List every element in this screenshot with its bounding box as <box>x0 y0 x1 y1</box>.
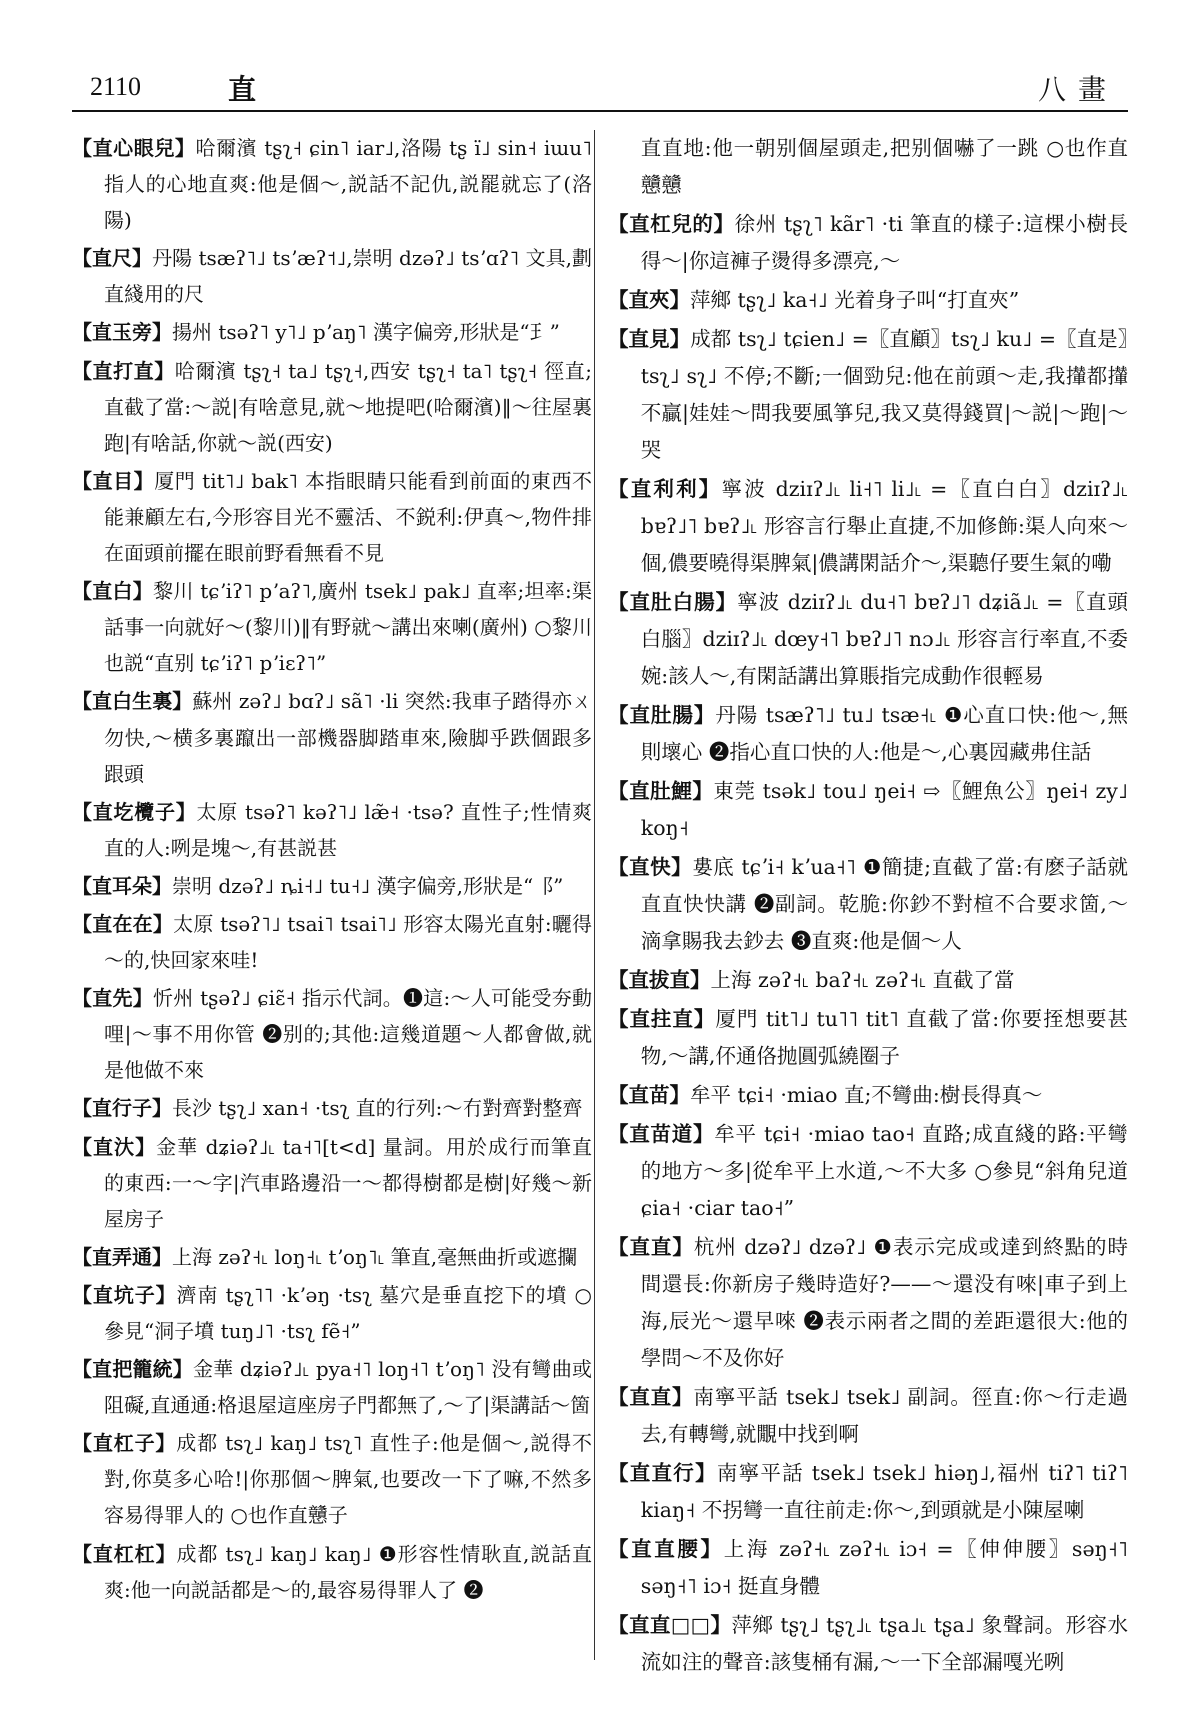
dictionary-entry <box>72 1129 592 1237</box>
entry-definition: 忻州 tʂəʔ˩ ɕiɛ̃˧ 指示代詞。❶這:～人可能受夯動哩|～事不用你管 ❷别的;其他:這幾道題～人都會做,就是他做不來 <box>104 986 592 1083</box>
dictionary-entry <box>608 282 1128 319</box>
entry-definition: 太原 tsəʔ˥˩ tsai˥ tsai˥˩ 形容太陽光直射:曬得～的,快回家來哇! <box>104 911 592 973</box>
entry-definition: 濟南 tʂʅ˥˥ ·kʼəŋ ·tsʅ 墓穴是垂直挖下的墳 ○參見“洞子墳 tuŋ˩˥ ·tsʅ fẽ˧” <box>104 1282 593 1343</box>
entry-headword: 【直圪欖子】 <box>72 799 197 824</box>
entry-headword: 【直耳朵】 <box>72 873 172 898</box>
entry-definition: 直直地:他一朝别個屋頭走,把别個嚇了一跳 ○也作直戇戇 <box>640 136 1128 197</box>
dictionary-entry <box>608 962 1128 999</box>
entry-headword: 【直夾】 <box>608 288 690 312</box>
entry-headword: 【直先】 <box>72 986 153 1011</box>
entry-headword: 【直見】 <box>608 327 691 351</box>
dictionary-entry <box>72 353 592 461</box>
entry-definition: 哈爾濱 tʂʅ˧ ɕin˥ iar˩,洛陽 tʂ ï˩ sin˧ iɯu˥ 指人的心地直爽:他是個～,説話不記仇,説罷就忘了(洛陽) <box>104 136 592 233</box>
dictionary-entry <box>72 1536 592 1608</box>
entry-definition: 金華 dʑiəʔ˩˪ ta˧˥[t<d] 量詞。用於成行而筆直的東西:一～字|汽車路邊沿一～都得樹都是樹|好幾～新屋房子 <box>104 1134 592 1231</box>
entry-headword: 【直拔直】 <box>608 968 711 992</box>
entry-definition: 揚州 tsəʔ˥ y˥˩ pʼaŋ˥ 漢字偏旁,形狀是“⺩” <box>172 320 560 345</box>
entry-definition: 寧波 dziɪʔ˩˪ du˧˥ bɐʔ˩˥ dʑiã˩˪ =〖直頭白腦〗dziɪʔ˩˪ dœy˧˥ bɐʔ˩˥ nɔ˩˪ 形容言行率直,不委婉:該人～,有閑話講出算賬指完成動作很輕易 <box>640 590 1128 688</box>
page-header <box>72 66 1128 112</box>
left-column <box>72 130 592 1610</box>
column-divider <box>594 130 595 1660</box>
dictionary-entry <box>72 130 592 238</box>
entry-definition: 丹陽 tsæʔ˥˩ tu˩ tsæ˧˪ ❶心直口快:他～,無則壞心 ❷指心直口快的人:他是～,心裏囥藏弗住話 <box>640 703 1128 764</box>
entry-headword: 【直杠子】 <box>72 1431 177 1456</box>
entry-definition: 上海 zəʔ˧˪ zəʔ˧˪ iɔ˧ =〖伸伸腰〗səŋ˧˥ səŋ˧˥ iɔ˧ 挺直身體 <box>640 1537 1129 1598</box>
entry-headword: 【直苗道】 <box>608 1122 715 1146</box>
running-head-character: 直 <box>228 73 257 106</box>
entry-headword: 【直直行】 <box>608 1461 717 1485</box>
entry-headword: 【直白】 <box>72 579 154 604</box>
entry-headword: 【直杠杠】 <box>72 1541 177 1566</box>
entry-headword: 【直行子】 <box>72 1096 172 1121</box>
entry-headword: 【直坑子】 <box>72 1282 177 1307</box>
entry-definition: 南寧平話 tsek˩ tsek˩ 副詞。徑直:你～行走過去,有轉彎,就覵中找到啊 <box>640 1385 1128 1446</box>
entry-definition: 厦門 tit˥˩ tu˥˥ tit˥ 直截了當:你要挃想要甚物,～講,伓通佫抛圓弧繞圈子 <box>640 1007 1128 1068</box>
entry-headword: 【直打直】 <box>72 358 175 383</box>
dictionary-entry <box>608 584 1128 695</box>
dictionary-entry <box>72 1090 592 1126</box>
entry-headword: 【直白生裏】 <box>72 689 193 714</box>
dictionary-entry <box>72 240 592 312</box>
entry-headword: 【直目】 <box>72 468 155 493</box>
entry-definition: 金華 dʑiəʔ˩˪ pya˧˥ loŋ˧˥ tʼoŋ˥ 没有彎曲或阻礙,直通通:格退屋這座房子門都無了,～了|渠講話～箇 <box>104 1357 593 1418</box>
entry-definition: 成都 tsʅ˩ tɕien˩ =〖直顧〗tsʅ˩ ku˩ =〖直是〗tsʅ˩ sʅ˩ 不停;不斷;一個勁兒:他在前頭～走,我攆都攆不贏|娃娃～問我要風箏兒,我又莫得錢買|～説|～跑|～哭 <box>640 327 1128 462</box>
dictionary-entry <box>608 1001 1128 1075</box>
dictionary-entry <box>608 1607 1128 1681</box>
entry-definition: 太原 tsəʔ˥ kəʔ˥˩ læ̃˧ ·tsə? 直性子;性情爽直的人:咧是塊～,有甚説甚 <box>104 799 593 860</box>
entry-definition: 上海 zəʔ˧˪ loŋ˧˪ tʼoŋ˥˪ 筆直,毫無曲折或遮攔 <box>172 1244 578 1269</box>
stroke-section-label: 八畫 <box>1037 73 1118 106</box>
entry-definition: 哈爾濱 tʂʅ˧ ta˩ tʂʅ˧,西安 tʂʅ˧ ta˥ tʂʅ˧ 徑直;直截了當:～説|有啥意見,就～地提吧(哈爾濱)‖～往屋裏跑|有啥話,你就～説(西安) <box>104 358 592 455</box>
entry-headword: 【直把籠統】 <box>72 1357 193 1382</box>
dictionary-entry <box>608 1116 1128 1227</box>
entry-definition: 厦門 tit˥˩ bak˥ 本指眼睛只能看到前面的東西不能兼顧左右,今形容目光不靈活、不鋭利:伊真～,物件排在面頭前擺在眼前野看無看不見 <box>104 468 592 566</box>
entry-headword: 【直直】 <box>608 1385 694 1409</box>
dictionary-entry <box>608 773 1128 847</box>
dictionary-entry <box>72 868 592 904</box>
entry-definition: 婁底 tɕʼi˧ kʼua˧˥ ❶簡捷;直截了當:有麽子話就直直快快講 ❷副詞。乾脆:你鈔不對楦不合要求箇,～滴拿賜我去鈔去 ❸直爽:他是個～人 <box>640 855 1128 953</box>
entry-definition: 上海 zəʔ˧˪ baʔ˧˪ zəʔ˧˪ 直截了當 <box>710 968 1015 992</box>
page-number: 2110 <box>90 72 142 101</box>
right-column <box>608 130 1128 1683</box>
entry-definition: 牟平 tɕi˧ ·miao tao˧ 直路;成直綫的路:平彎的地方～多|從牟平上水道,～不大多 ○參見“斜角兒道 ɕia˧ ·ciar tao˧” <box>640 1122 1128 1220</box>
entry-headword: 【直肚鯉】 <box>608 779 714 803</box>
entry-definition: 崇明 dzəʔ˩ ȵi˧˩ tu˧˩ 漢字偏旁,形狀是“⻏” <box>172 873 564 898</box>
dictionary-entry <box>72 683 592 791</box>
dictionary-entry <box>72 1277 592 1349</box>
entry-definition: 萍鄉 tʂʅ˩ ka˧˩ 光着身子叫“打直夾” <box>690 288 1020 312</box>
entry-definition: 南寧平話 tsek˩ tsek˩ hiəŋ˩,福州 tiʔ˥ tiʔ˥ kiaŋ˧ 不拐彎一直往前走:你～,到頭就是小陳屋喇 <box>640 1461 1129 1522</box>
entry-headword: 【直肚白腸】 <box>608 590 738 614</box>
dictionary-entry <box>72 980 592 1088</box>
entry-definition: 黎川 tɕʼiʔ˥ pʼaʔ˥,廣州 tsek˩ pak˩ 直率;坦率:渠話事一向就好～(黎川)‖有野就～講出來喇(廣州) ○黎川也説“直别 tɕʼiʔ˥ pʼiɛʔ˥” <box>104 579 592 676</box>
entry-definition: 寧波 dziɪʔ˩˪ li˧˥ li˩˪ =〖直白白〗dziɪʔ˩˪ bɐʔ˩˥ bɐʔ˩˪ 形容言行舉止直捷,不加修飾:渠人向來～個,儂要曉得渠脾氣|儂講閑話介～,渠聽仔要生氣的嘞 <box>640 477 1128 575</box>
entry-headword: 【直汏】 <box>72 1134 157 1159</box>
entry-headword: 【直在在】 <box>72 911 174 936</box>
entry-definition: 牟平 tɕi˧ ·miao 直;不彎曲:樹長得真～ <box>690 1083 1043 1107</box>
dictionary-entry <box>72 573 592 681</box>
entry-definition: 丹陽 tsæʔ˥˩ tsʼæʔ˦˩,崇明 dzəʔ˩ tsʼɑʔ˥ 文具,劃直綫用的尺 <box>104 246 593 307</box>
entry-definition: 蘇州 zəʔ˩ bɑʔ˩ sã˥ ·li 突然:我車子踏得亦ㄨ勿快,～横多裏躥出一部機器脚踏車來,險脚乎跌個跟多跟頭 <box>104 689 592 786</box>
dictionary-entry <box>72 794 592 866</box>
dictionary-entry <box>608 321 1128 469</box>
dictionary-entry <box>608 1379 1128 1453</box>
entry-definition: 成都 tsʅ˩ kaŋ˩ kaŋ˩ ❶形容性情耿直,説話直爽:他一向説話都是～的,最容易得罪人了 ❷ <box>104 1541 592 1602</box>
dictionary-entry <box>608 206 1128 280</box>
dictionary-entry <box>72 1351 592 1423</box>
entry-definition: 成都 tsʅ˩ kaŋ˩ tsʅ˥ 直性子:他是個～,説得不對,你莫多心哈!|你那個～脾氣,也要改一下了嘛,不然多容易得罪人的 ○也作直戇子 <box>104 1431 592 1528</box>
entry-headword: 【直直】 <box>608 1235 694 1259</box>
dictionary-entry <box>608 849 1128 960</box>
entry-headword: 【直尺】 <box>72 246 153 271</box>
entry-headword: 【直心眼兒】 <box>72 136 196 160</box>
dictionary-entry <box>72 314 592 350</box>
dictionary-entry <box>72 1239 592 1275</box>
dictionary-entry <box>608 1455 1128 1529</box>
entry-headword: 【直弄通】 <box>72 1244 172 1269</box>
entry-headword: 【直直腰】 <box>608 1537 724 1561</box>
entry-headword: 【直玉旁】 <box>72 320 172 345</box>
dictionary-entry <box>72 1425 592 1533</box>
entry-definition: 徐州 tʂʅ˥ kãr˥ ·ti 筆直的樣子:這棵小樹長得～|你這褲子燙得多漂亮,～ <box>640 212 1129 273</box>
entry-headword: 【直苗】 <box>608 1083 690 1107</box>
dictionary-entry <box>608 130 1128 204</box>
entry-definition: 東莞 tsək˩ tou˩ ŋei˧ ⇨〖鯉魚公〗ŋei˧ zy˩ koŋ˧ <box>640 779 1128 840</box>
entry-headword: 【直直□□】 <box>608 1613 732 1637</box>
entry-definition: 長沙 tʂʅ˩ xan˧ ·tsʅ 直的行列:～冇對齊對整齊 <box>172 1096 583 1121</box>
dictionary-entry <box>72 906 592 978</box>
entry-headword: 【直快】 <box>608 855 693 879</box>
entry-definition: 萍鄉 tʂʅ˩ tʂʅ˩˪ tʂa˩˪ tʂa˩ 象聲詞。形容水流如注的聲音:該隻桶有漏,～一下全部漏嘎光咧 <box>640 1613 1128 1674</box>
dictionary-entry <box>72 463 592 571</box>
entry-headword: 【直肚腸】 <box>608 703 716 727</box>
dictionary-entry <box>608 1229 1128 1377</box>
dictionary-entry <box>608 1531 1128 1605</box>
dictionary-entry <box>608 1077 1128 1114</box>
entry-definition: 杭州 dzəʔ˩ dzəʔ˩ ❶表示完成或達到終點的時間還長:你新房子幾時造好?——～還没有唻|車子到上海,辰光～還早唻 ❷表示兩者之間的差距還很大:他的學問～不及你好 <box>640 1235 1128 1370</box>
entry-headword: 【直杠兒的】 <box>608 212 735 236</box>
entry-headword: 【直拄直】 <box>608 1007 716 1031</box>
dictionary-entry <box>608 697 1128 771</box>
entry-headword: 【直利利】 <box>608 477 722 501</box>
dictionary-entry <box>608 471 1128 582</box>
